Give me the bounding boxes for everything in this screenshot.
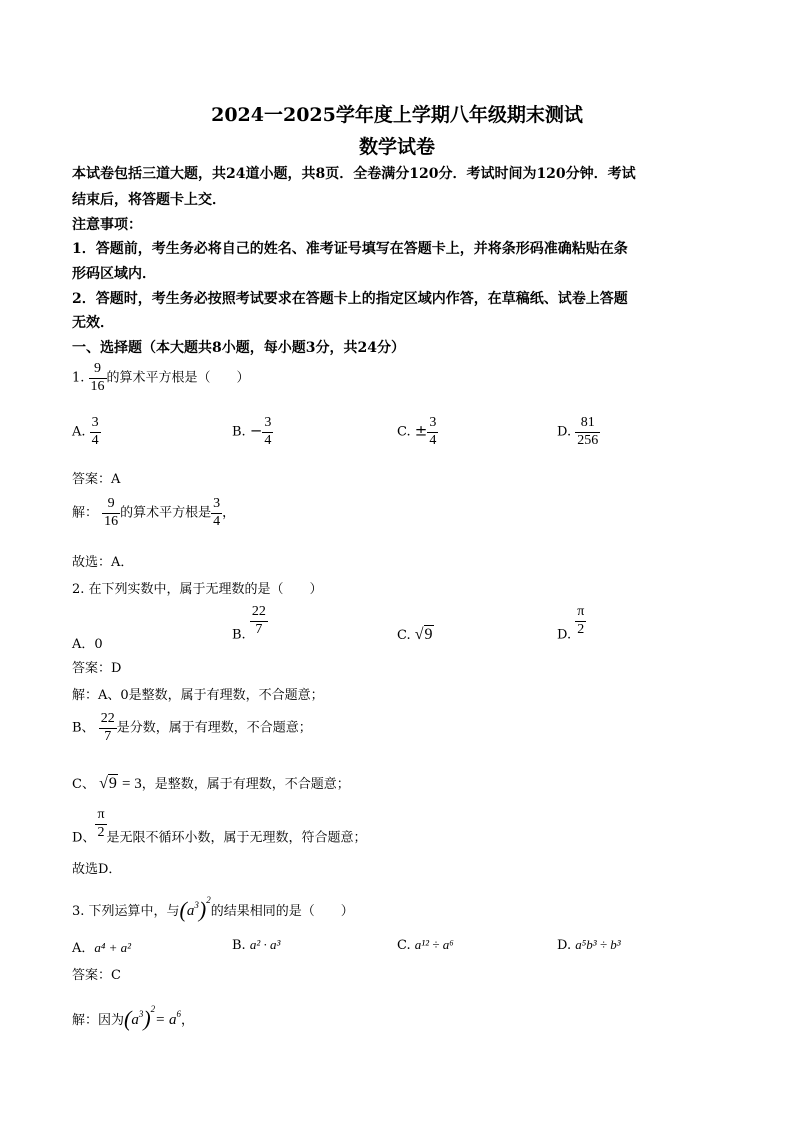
question-3: [72, 895, 354, 923]
q2-sol-d-label: D、: [72, 830, 96, 846]
q1-solution: [72, 497, 235, 529]
q2-sol-b-label: B、: [72, 720, 95, 736]
exam-subtitle: 数学试卷: [358, 136, 435, 158]
q3-sol-prefix: 解：因为: [72, 1013, 125, 1028]
note-1-line-1: 1．答题前，考生务必将自己的姓名、准考证号填写在答题卡上，并将条形码准确粘贴在条: [72, 241, 628, 257]
q2-solution-b: [72, 712, 312, 744]
q3-stem-suffix: 的结果相同的是（ ）: [210, 904, 354, 919]
section-heading: 一、选择题（本大题共8小题，每小题3分，共24分）: [72, 340, 405, 356]
q3-answer: 答案：C: [72, 968, 121, 983]
sqrt-icon: √: [99, 775, 108, 792]
q3-sol-end: ，: [181, 1013, 195, 1028]
q1-option-b-frac: [262, 416, 273, 448]
q3-sol-base: a: [131, 1012, 139, 1028]
q2-c-radicand: 9: [424, 626, 433, 643]
q2-conclusion: 故选D．: [72, 862, 122, 877]
q2-sol-d-num: π: [97, 807, 105, 822]
q1-option-b-label: B.: [232, 424, 246, 440]
q3-expr-outer-exp: 2: [206, 895, 211, 905]
q1-b-num: 3: [264, 415, 272, 430]
q1-option-a-label: A.: [72, 424, 86, 440]
q3-option-a-label: A．: [72, 941, 95, 956]
q2-sol-c-radicand: 9: [108, 775, 117, 792]
intro-line-2: 结束后，将答题卡上交．: [72, 192, 226, 208]
q1-sol-frac-2: [211, 497, 222, 529]
q1-sol-frac-1: [102, 497, 120, 529]
notes-heading: 注意事项：: [72, 217, 142, 233]
q2-sol-c-sqrt: [99, 774, 118, 792]
q1-sol-end: ，: [222, 505, 236, 521]
q2-option-d-frac: [575, 605, 586, 637]
q3-stem-expression: $(a^3)^2$: [179, 895, 211, 922]
q3-option-d-label: D.: [557, 938, 572, 953]
question-2: 2. 在下列实数中，属于无理数的是（ ）: [72, 582, 323, 597]
q1-option-c: [397, 416, 438, 448]
q2-option-a: A．0: [72, 637, 103, 652]
q2-sol-b-text: 是分数，属于有理数，不合题意；: [116, 720, 312, 736]
q1-option-c-frac: [427, 416, 438, 448]
q3-option-c-label: C.: [397, 938, 411, 953]
note-2-line-2: 无效．: [72, 315, 114, 331]
q3-expr-inner-exp: 3: [194, 900, 199, 910]
q3-option-a-expr: a⁴ + a²: [94, 940, 132, 955]
q3-option-b-expr: a² · a³: [249, 937, 281, 952]
q3-sol-eq: = a: [155, 1012, 177, 1028]
q1-option-b-sign: −: [249, 421, 263, 440]
q1-sol-den-2: 4: [213, 513, 221, 529]
q1-option-a-frac: [90, 416, 101, 448]
q1-option-d: [557, 416, 600, 448]
intro-line-1: 本试卷包括三道大题，共24道小题，共8页．全卷满分120分．考试时间为120分钟．考试: [72, 166, 636, 182]
q2-sol-c-label: C、: [72, 777, 95, 792]
exam-title: 2024一2025学年度上学期八年级期末测试: [211, 104, 583, 126]
q2-sol-d-frac: [95, 808, 106, 840]
q3-option-a: [72, 937, 131, 956]
q3-sol-eq-exp: 6: [176, 1009, 182, 1019]
q2-sol-c-eq: = 3: [122, 776, 142, 792]
question-1: [72, 362, 250, 394]
q3-stem-prefix: 3. 下列运算中，与: [72, 904, 180, 919]
q1-option-d-label: D.: [557, 424, 572, 440]
q1-option-b: [232, 416, 273, 448]
q1-option-c-sign: ±: [414, 421, 428, 440]
q1-option-c-label: C.: [397, 424, 411, 440]
q3-expr-base: a: [186, 903, 195, 919]
q2-option-c-sqrt: [415, 625, 434, 643]
note-1-line-2: 形码区域内．: [72, 266, 156, 282]
q2-option-c-label: C.: [397, 628, 411, 643]
q1-conclusion: 故选：A．: [72, 555, 134, 570]
q1-option-d-frac: [575, 416, 600, 448]
q3-sol-outer-exp: 2: [150, 1004, 156, 1014]
q2-b-den: 7: [255, 621, 263, 637]
q2-sol-d-text: 是无限不循环小数，属于无理数，符合题意；: [106, 830, 367, 846]
q1-number: 1.: [72, 370, 85, 386]
q1-c-num: 3: [429, 415, 437, 430]
q2-option-c: [397, 626, 434, 644]
q3-option-d: [557, 937, 621, 953]
q3-option-c: [397, 937, 454, 953]
q3-option-b-label: B.: [232, 938, 246, 953]
note-2-line-1: 2．答题时，考生务必按照考试要求在答题卡上的指定区域内作答，在草稿纸、试卷上答题: [72, 291, 628, 307]
q2-option-d: [557, 605, 586, 643]
q1-d-num: 81: [580, 415, 595, 430]
q2-sol-b-frac: [99, 712, 117, 744]
q1-a-den: 4: [91, 432, 99, 448]
q1-frac-den: 16: [90, 378, 105, 394]
q2-sol-b-num: 22: [100, 711, 115, 726]
q2-option-b: [232, 605, 268, 643]
q3-solution: [72, 1004, 194, 1032]
q1-option-a: [72, 416, 101, 448]
q2-answer: 答案：D: [72, 661, 122, 676]
q1-d-den: 256: [577, 432, 599, 448]
q2-solution-d: [72, 808, 367, 846]
q1-sol-den-1: 16: [104, 513, 119, 529]
q1-sol-num-2: 3: [213, 496, 221, 511]
q2-sol-b-den: 7: [104, 728, 112, 744]
q1-answer: 答案：A: [72, 472, 121, 487]
q3-sol-inner-exp: 3: [138, 1009, 144, 1019]
q2-sol-d-den: 2: [97, 824, 105, 840]
q1-sol-mid: 的算术平方根是: [120, 505, 212, 521]
q2-d-num: π: [577, 604, 585, 619]
q3-sol-expression: $(a^3)^2= a^6$: [124, 1004, 182, 1031]
q1-sol-prefix: 解：: [72, 505, 99, 521]
q2-solution-c: [72, 773, 350, 793]
q2-d-den: 2: [577, 621, 585, 637]
q2-option-b-label: B.: [232, 627, 246, 643]
q1-b-den: 4: [264, 432, 272, 448]
q1-c-den: 4: [429, 432, 437, 448]
q2-b-num: 22: [251, 604, 266, 619]
q1-a-num: 3: [91, 415, 99, 430]
q1-stem: 的算术平方根是（ ）: [106, 370, 250, 386]
q2-sol-c-text: ，是整数，属于有理数，不合题意；: [141, 777, 350, 792]
q1-fraction: [89, 362, 107, 394]
q3-option-c-expr: a¹² ÷ a⁶: [414, 937, 454, 952]
q2-solution-a: 解：A、0是整数，属于有理数，不合题意；: [72, 688, 324, 703]
q1-sol-num-1: 9: [107, 496, 115, 511]
q3-option-d-expr: a⁵b³ ÷ b³: [575, 937, 621, 952]
q2-option-d-label: D.: [557, 627, 572, 643]
sqrt-icon: √: [414, 626, 424, 643]
q3-option-b: [232, 937, 280, 953]
q2-option-b-frac: [250, 605, 268, 637]
q1-frac-num: 9: [94, 361, 102, 376]
